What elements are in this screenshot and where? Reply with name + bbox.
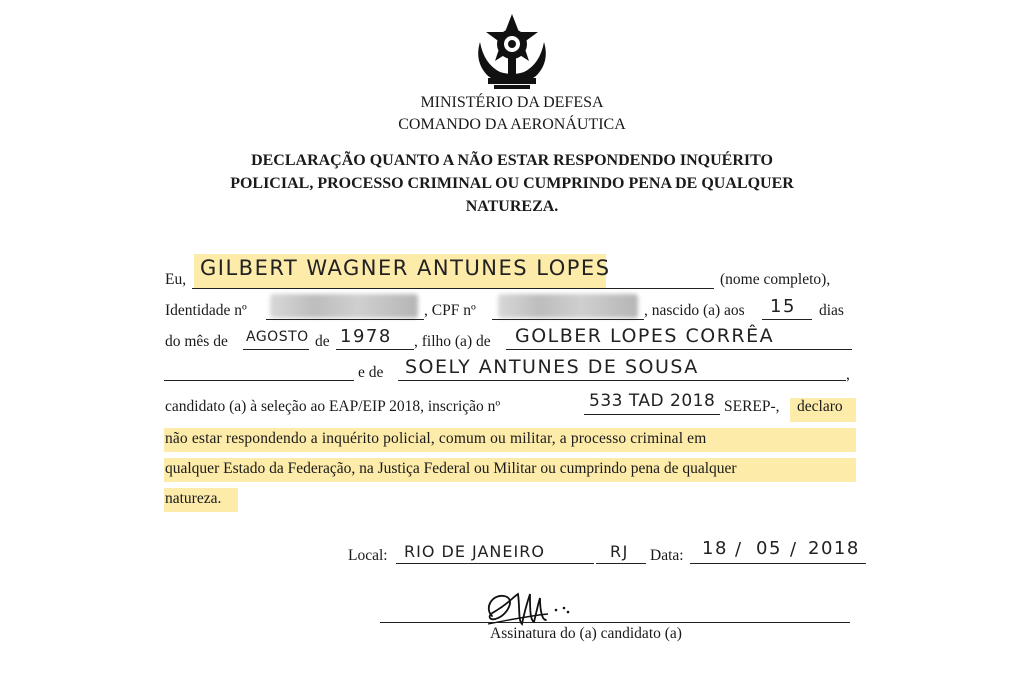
birth-year-value: 1978: [340, 326, 392, 347]
ministry-name: MINISTÉRIO DA DEFESA: [420, 94, 604, 111]
date-slash-1: /: [735, 539, 743, 560]
date-year-value: 2018: [808, 538, 860, 559]
declaration-paragraph-line-1: não estar respondendo a inquérito policial, comum ou militar, a processo criminal em: [165, 430, 707, 447]
cpf-label: , CPF nº: [424, 302, 476, 319]
data-label: Data:: [650, 547, 684, 564]
serep-text: SEREP-,: [724, 398, 780, 415]
birth-day-value: 15: [770, 296, 796, 317]
birth-month-underline: [243, 349, 309, 350]
full-name-hint: (nome completo),: [720, 271, 831, 288]
identidade-redacted-value: [270, 294, 418, 318]
inscricao-value: 533 TAD 2018: [589, 391, 716, 411]
identidade-label: Identidade nº: [165, 302, 247, 319]
declaration-title-line-2: POLICIAL, PROCESSO CRIMINAL OU CUMPRINDO PENA DE QUALQUER: [230, 175, 794, 192]
local-uf-underline: [596, 563, 646, 564]
birth-year-underline: [336, 349, 414, 350]
coat-of-arms-emblem: [474, 12, 550, 94]
name-underline: [192, 288, 714, 289]
declaration-paragraph-line-3: natureza.: [165, 490, 222, 507]
local-city-underline: [396, 563, 594, 564]
signature-caption: Assinatura do (a) candidato (a): [490, 625, 682, 642]
father-name-value: GOLBER LOPES CORRÊA: [515, 325, 775, 347]
local-label: Local:: [348, 547, 388, 564]
inscricao-underline: [584, 414, 720, 415]
identidade-underline: [266, 319, 424, 320]
local-uf-value: RJ: [610, 542, 629, 561]
date-underline: [690, 563, 866, 564]
declaration-title-line-1: DECLARAÇÃO QUANTO A NÃO ESTAR RESPONDENDO INQUÉRITO: [251, 152, 773, 169]
de-label: de: [315, 333, 330, 350]
mother-name-value: SOELY ANTUNES DE SOUSA: [405, 356, 699, 378]
date-slash-2: /: [790, 539, 798, 560]
nascido-label: , nascido (a) aos: [644, 302, 745, 319]
dias-label: dias: [819, 302, 844, 319]
mother-name-underline: [398, 380, 846, 381]
candidato-text: candidato (a) à seleção ao EAP/EIP 2018, inscrição nº: [165, 398, 501, 415]
cpf-redacted-value: [498, 294, 638, 318]
date-month-value: 05: [756, 538, 782, 559]
birth-month-value: AGOSTO: [246, 329, 309, 345]
declaration-paragraph-line-2: qualquer Estado da Federação, na Justiça Federal ou Militar ou cumprindo pena de qualquer: [165, 460, 737, 477]
date-day-value: 18: [702, 538, 728, 559]
eu-label: Eu,: [165, 271, 187, 288]
birth-day-underline: [762, 319, 812, 320]
father-name-continuation-underline: [164, 380, 354, 381]
mother-name-comma: ,: [846, 366, 850, 383]
signature-line: [380, 622, 850, 623]
e-de-label: e de: [358, 364, 384, 381]
local-city-value: RIO DE JANEIRO: [404, 542, 545, 561]
filho-label: , filho (a) de: [414, 333, 491, 350]
declaro-text: declaro: [797, 398, 843, 415]
mes-label: do mês de: [165, 333, 228, 350]
declaration-title-line-3: NATUREZA.: [465, 198, 559, 215]
father-name-underline: [506, 349, 852, 350]
command-name: COMANDO DA AERONÁUTICA: [398, 116, 626, 133]
cpf-underline: [492, 319, 644, 320]
full-name-value: GILBERT WAGNER ANTUNES LOPES: [200, 256, 611, 280]
